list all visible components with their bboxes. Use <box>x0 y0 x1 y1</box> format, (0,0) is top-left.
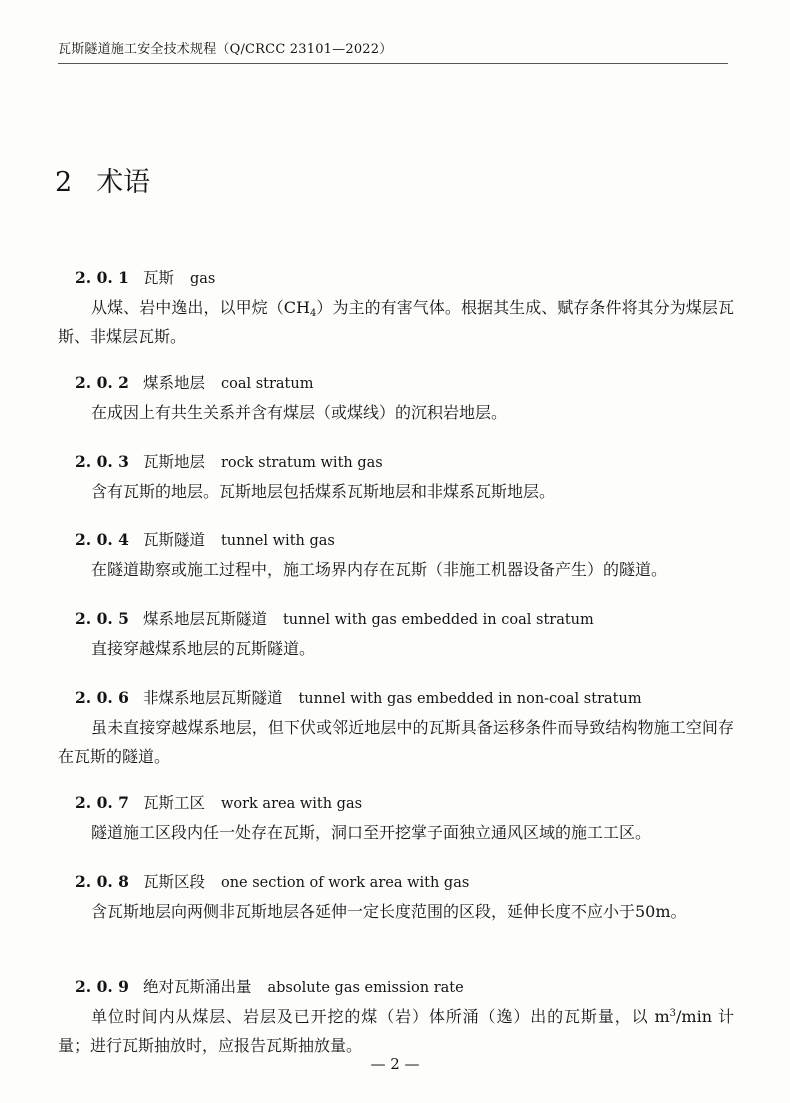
term-number: 2. 0. 7 <box>75 793 129 812</box>
term-definition: 在成因上有共生关系并含有煤层（或煤线）的沉积岩地层。 <box>91 403 508 422</box>
term-definition: 直接穿越煤系地层的瓦斯隧道。 <box>91 639 316 658</box>
chapter-title: 术语 <box>96 167 151 198</box>
term-chinese: 瓦斯区段 <box>142 873 205 891</box>
term-2-0-5 <box>58 608 734 663</box>
term-chinese: 瓦斯 <box>142 269 174 287</box>
term-english: work area with gas <box>220 796 363 812</box>
term-number: 2. 0. 8 <box>75 872 129 891</box>
term-definition: 隧道施工区段内任一处存在瓦斯，洞口至开挖掌子面独立通风区域的施工工区。 <box>91 823 652 842</box>
term-definition <box>58 293 734 351</box>
term-2-0-6 <box>58 687 734 771</box>
term-heading <box>58 792 734 815</box>
term-heading <box>58 451 734 474</box>
term-english: absolute gas emission rate <box>267 980 464 996</box>
running-header <box>58 38 728 64</box>
superscript: 3 <box>669 1008 677 1019</box>
term-2-0-9 <box>58 976 734 1060</box>
term-heading <box>58 976 734 999</box>
chapter-heading <box>55 160 150 199</box>
term-definition: 虽未直接穿越煤系地层，但下伏或邻近地层中的瓦斯具备运移条件而导致结构物施工空间存在瓦斯的隧道。 <box>58 718 734 766</box>
term-chinese: 煤系地层瓦斯隧道 <box>142 610 267 628</box>
definition-text: 单位时间内从煤层、岩层及已开挖的煤（岩）体所涌（逸）出的瓦斯量，以 m <box>91 1007 670 1026</box>
term-english: tunnel with gas embedded in coal stratum <box>282 612 594 628</box>
term-definition: 含瓦斯地层向两侧非瓦斯地层各延伸一定长度范围的区段，延伸长度不应小于50m。 <box>91 902 687 921</box>
subscript: 4 <box>309 308 317 319</box>
term-english: rock stratum with gas <box>220 455 383 471</box>
definition-text: 从煤、岩中逸出，以甲烷（CH <box>91 298 310 317</box>
term-english: coal stratum <box>220 376 314 392</box>
term-chinese: 瓦斯地层 <box>142 453 205 471</box>
term-number: 2. 0. 5 <box>75 609 129 628</box>
term-definition <box>58 1002 734 1060</box>
header-title: 瓦斯隧道施工安全技术规程（Q/CRCC 23101—2022） <box>58 42 393 57</box>
term-english: one section of work area with gas <box>220 875 470 891</box>
term-definition: 在隧道勘察或施工过程中，施工场界内存在瓦斯（非施工机器设备产生）的隧道。 <box>91 560 668 579</box>
term-chinese: 瓦斯工区 <box>142 794 205 812</box>
chapter-number: 2 <box>55 167 73 198</box>
term-heading <box>58 267 734 290</box>
term-chinese: 瓦斯隧道 <box>142 531 205 549</box>
term-2-0-4 <box>58 529 734 584</box>
term-heading <box>58 871 734 894</box>
term-heading <box>58 687 734 710</box>
term-english: gas <box>189 271 216 287</box>
term-chinese: 非煤系地层瓦斯隧道 <box>142 689 283 707</box>
term-number: 2. 0. 3 <box>75 452 129 471</box>
term-number: 2. 0. 9 <box>75 977 129 996</box>
term-number: 2. 0. 4 <box>75 530 129 549</box>
term-heading <box>58 529 734 552</box>
term-2-0-7 <box>58 792 734 847</box>
definition-text: ）为主的有害气体。根据其生成、赋存条件将其分为煤层瓦斯、非煤层瓦斯。 <box>58 298 734 346</box>
term-2-0-8 <box>58 871 734 926</box>
term-heading <box>58 372 734 395</box>
term-number: 2. 0. 6 <box>75 688 129 707</box>
term-english: tunnel with gas <box>220 533 335 549</box>
term-2-0-2 <box>58 372 734 427</box>
term-chinese: 绝对瓦斯涌出量 <box>142 978 252 996</box>
term-english: tunnel with gas embedded in non-coal stratum <box>298 691 642 707</box>
definition-text: /min 计量；进行瓦斯抽放时，应报告瓦斯抽放量。 <box>58 1007 734 1055</box>
term-2-0-1 <box>58 267 734 351</box>
page-number: — 2 — <box>370 1055 420 1073</box>
term-number: 2. 0. 1 <box>75 268 129 287</box>
term-chinese: 煤系地层 <box>142 374 205 392</box>
term-2-0-3 <box>58 451 734 506</box>
term-heading <box>58 608 734 631</box>
term-number: 2. 0. 2 <box>75 373 129 392</box>
term-definition: 含有瓦斯的地层。瓦斯地层包括煤系瓦斯地层和非煤系瓦斯地层。 <box>91 482 556 501</box>
